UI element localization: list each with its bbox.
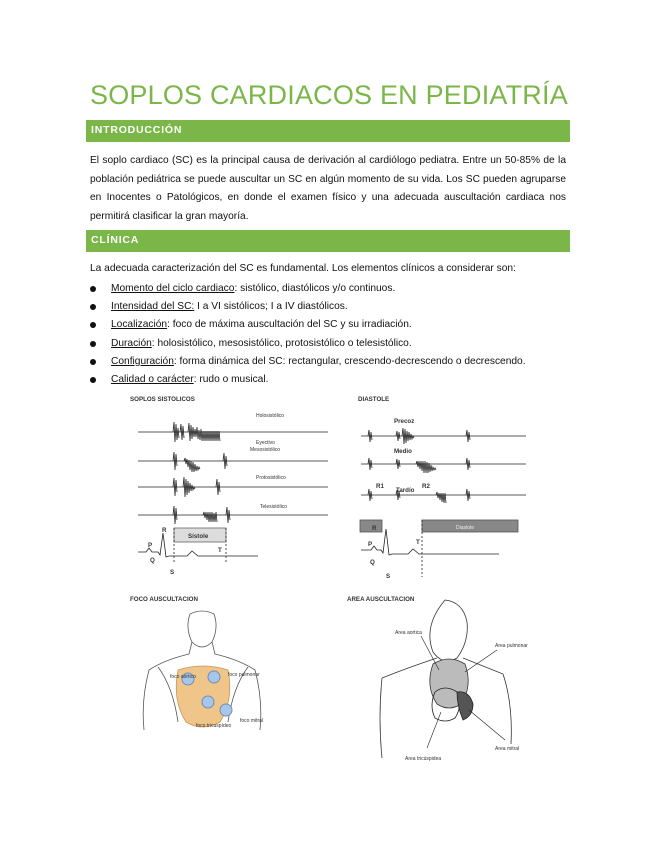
bullet-icon bbox=[90, 377, 96, 383]
wave-p: P bbox=[368, 541, 373, 548]
wave-s: S bbox=[386, 573, 391, 580]
list-item bbox=[90, 371, 526, 389]
systolic-murmurs-figure bbox=[128, 392, 338, 582]
item-sep: : bbox=[234, 283, 241, 294]
item-term: Intensidad del SC: bbox=[111, 301, 195, 313]
page-title: SOPLOS CARDIACOS EN PEDIATRÍA bbox=[90, 80, 568, 110]
clinica-lead: La adecuada caracterización del SC es fundamental. Los elementos clínicos a considerar son: bbox=[90, 263, 516, 274]
bullet-icon bbox=[90, 359, 96, 365]
wave-q: Q bbox=[150, 557, 155, 564]
ecg-systole-label: Sístole bbox=[188, 533, 209, 540]
label-telesistolico: Telesistólico bbox=[260, 504, 287, 510]
label-precoz: Precoz bbox=[394, 418, 415, 425]
label-area-mitral: Area mitral bbox=[495, 746, 520, 752]
list-item bbox=[90, 280, 526, 298]
bullet-icon bbox=[90, 341, 96, 347]
label-mesosistolico: Mesosistólico bbox=[250, 447, 281, 453]
wave-t: T bbox=[416, 539, 420, 546]
label-area-tricuspidea: Area tricúspidea bbox=[405, 756, 442, 762]
tricuspid-focus-marker bbox=[202, 696, 214, 708]
item-term: Momento del ciclo cardiaco bbox=[111, 283, 235, 294]
wave-t: T bbox=[218, 547, 222, 554]
list-item bbox=[90, 353, 526, 371]
label-area-aortica: Area aortica bbox=[395, 630, 422, 636]
item-desc: sistólico, diastólicos y/o continuos. bbox=[240, 283, 396, 294]
wave-r: R bbox=[372, 525, 377, 532]
wave-q: Q bbox=[370, 559, 375, 566]
label-eyectivo: Eyectivo bbox=[256, 440, 275, 446]
label-r2: R2 bbox=[422, 483, 430, 490]
label-foco-pulmonar: foco pulmonar bbox=[228, 672, 260, 678]
figure-title: SOPLOS SISTOLICOS bbox=[130, 396, 195, 403]
item-term: Duración bbox=[111, 337, 152, 349]
label-foco-aortico: foco aórtico bbox=[170, 674, 196, 680]
item-desc: I a VI sistólicos; I a IV diastólicos. bbox=[197, 301, 348, 313]
label-r1: R1 bbox=[376, 483, 384, 490]
auscultation-focus-figure bbox=[128, 592, 278, 767]
list-item bbox=[90, 298, 526, 316]
bullet-icon bbox=[90, 322, 96, 328]
diastolic-murmurs-figure bbox=[356, 392, 536, 582]
clinical-elements-list bbox=[90, 280, 526, 389]
section-heading-text: INTRODUCCIÓN bbox=[91, 124, 183, 136]
figure-title: FOCO AUSCULTACION bbox=[130, 596, 198, 603]
section-header-clinica bbox=[86, 230, 570, 252]
ecg-diastole-label: Diastole bbox=[456, 525, 475, 531]
label-foco-mitral: foco mitral bbox=[240, 718, 264, 724]
figure-title: DIASTOLE bbox=[358, 396, 390, 403]
section-heading-text: CLÍNICA bbox=[91, 234, 140, 246]
figure-title: AREA AUSCULTACION bbox=[347, 596, 415, 603]
item-desc: foco de máxima auscultación del SC y su irradiación. bbox=[172, 319, 412, 331]
item-desc: holosistólico, mesosistólico, protosistólico o telesistólico. bbox=[157, 337, 412, 349]
label-tardio: Tardío bbox=[396, 487, 415, 494]
label-holosistolico: Holosistólico bbox=[256, 413, 285, 419]
wave-r: R bbox=[162, 527, 167, 534]
item-term: Calidad o carácter bbox=[111, 373, 194, 385]
wave-s: S bbox=[170, 569, 175, 576]
item-sep: : bbox=[151, 337, 158, 349]
label-medio: Medio bbox=[394, 448, 412, 455]
item-term: Configuración bbox=[111, 355, 174, 367]
item-desc: forma dinámica del SC: rectangular, crescendo-decrescendo o decrescendo. bbox=[179, 355, 526, 367]
item-sep: : bbox=[173, 355, 180, 367]
list-item bbox=[90, 316, 526, 334]
wave-p: P bbox=[148, 542, 153, 549]
item-desc: rudo o musical. bbox=[199, 373, 269, 385]
item-term: Localización bbox=[111, 319, 168, 331]
pulmonary-focus-marker bbox=[208, 671, 220, 683]
mitral-focus-marker bbox=[220, 704, 232, 716]
label-foco-tricuspideo: foco tricuspídeo bbox=[196, 723, 232, 729]
section-header-introduccion bbox=[86, 120, 570, 142]
label-protosistolico: Protosistólico bbox=[256, 475, 286, 481]
auscultation-area-figure bbox=[345, 592, 535, 772]
item-sep: : bbox=[167, 319, 173, 331]
label-area-pulmonar: Area pulmonar bbox=[495, 643, 528, 649]
bullet-icon bbox=[90, 286, 96, 292]
item-sep: : bbox=[193, 373, 200, 385]
list-item bbox=[90, 335, 526, 353]
intro-paragraph: El soplo cardiaco (SC) es la principal causa de derivación al cardiólogo pediatra. Entre un 50-85% de la población pediátrica se puede auscultar un SC en algún momento de su vida. Los SC pueden agruparse en Inocentes o Patológicos, en donde el examen físico y una adecuada auscultación cardiaca nos permitirá clasificar la gran mayoría. bbox=[90, 155, 566, 222]
bullet-icon bbox=[90, 304, 96, 310]
